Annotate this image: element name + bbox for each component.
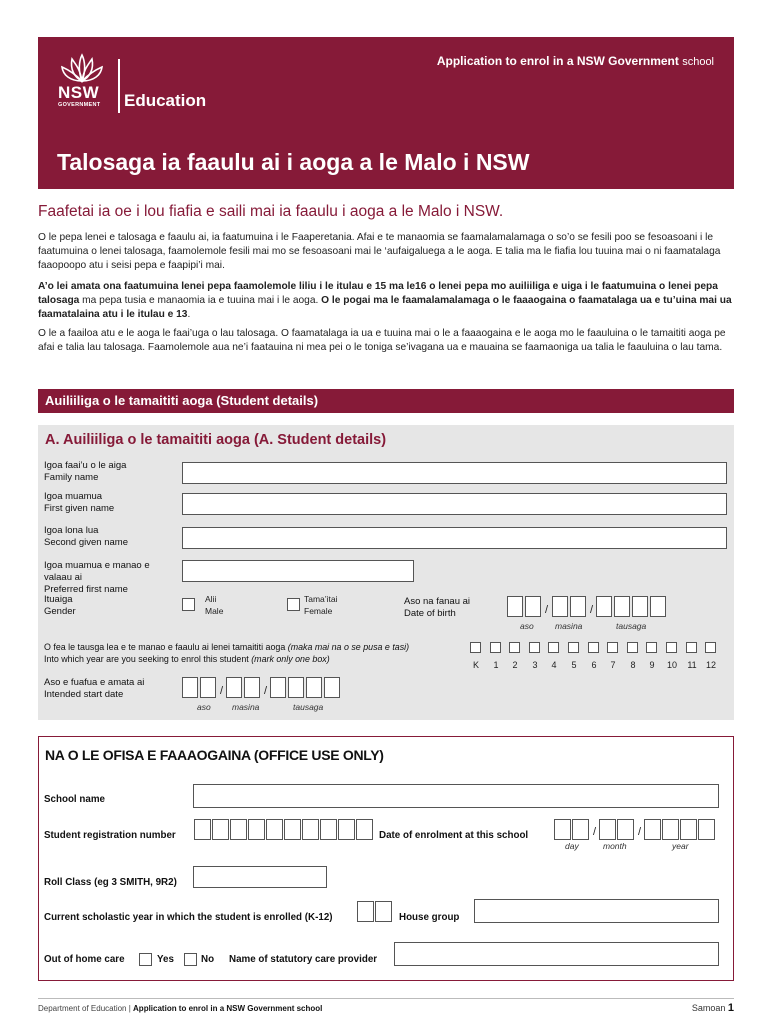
enrolment-date-label: Date of enrolment at this school	[379, 830, 529, 841]
srn-digit-8[interactable]	[320, 819, 337, 840]
enrol-year-label-2: 2	[512, 660, 518, 670]
out-of-home-care-label: Out of home care	[44, 954, 125, 965]
enrol-year-checkbox-11[interactable]	[686, 642, 697, 653]
logo-divider	[118, 59, 120, 113]
enrol-year-label-4: 4	[551, 660, 557, 670]
enrol-slash-2: /	[638, 826, 642, 838]
start-day-digit-2[interactable]	[200, 677, 216, 698]
srn-digit-5[interactable]	[266, 819, 283, 840]
enrol-year-label-7: 7	[610, 660, 616, 670]
enrol-year-checkbox-5[interactable]	[568, 642, 579, 653]
nsw-education-logo	[56, 53, 226, 113]
p2-normal-1: ma pepa tusia e manaomia ia e tuuina mai i le aoga.	[79, 295, 322, 306]
care-provider-input[interactable]	[394, 942, 719, 966]
gender-female-label: Tama’itai Female	[304, 594, 338, 616]
first-name-input[interactable]	[182, 493, 727, 515]
start-year-digit-1[interactable]	[270, 677, 286, 698]
house-group-label: House group	[399, 912, 460, 923]
section-a-title: A. Auiliiliga o le tamaititi aoga (A. Student details)	[45, 432, 387, 448]
enrol-year-label-1: 1	[493, 660, 499, 670]
enrol-slash-1: /	[593, 826, 597, 838]
enrol-year-checkbox-4[interactable]	[548, 642, 559, 653]
footer-divider	[38, 998, 734, 999]
enrol-year-digit-3[interactable]	[680, 819, 697, 840]
footer-document-info	[38, 1004, 322, 1013]
enrol-year-checkbox-3[interactable]	[529, 642, 540, 653]
start-month-caption: masina	[232, 702, 260, 712]
student-registration-number-label: Student registration number	[44, 830, 176, 841]
start-slash-2: /	[264, 685, 268, 697]
dob-label: Aso na fanau ai Date of birth	[404, 596, 471, 619]
logo-nsw-text: NSW	[58, 83, 100, 102]
enrol-year-caption: year	[672, 841, 689, 851]
srn-digit-3[interactable]	[230, 819, 247, 840]
srn-digit-4[interactable]	[248, 819, 265, 840]
second-name-label: Igoa lona lua Second given name	[44, 525, 128, 548]
waratah-icon	[60, 53, 104, 83]
document-type-title	[437, 54, 714, 68]
enrol-year-checkbox-2[interactable]	[509, 642, 520, 653]
scholastic-year-digit-2[interactable]	[375, 901, 392, 922]
enrol-year-checkbox-6[interactable]	[588, 642, 599, 653]
footer-separator: |	[126, 1004, 134, 1013]
roll-class-label: Roll Class (eg 3 SMITH, 9R2)	[44, 877, 177, 888]
dob-year-digit-2[interactable]	[614, 596, 630, 617]
start-year-digit-2[interactable]	[288, 677, 304, 698]
footer-page-number: 1	[727, 1002, 734, 1014]
school-name-label: School name	[44, 794, 105, 805]
start-day-digit-1[interactable]	[182, 677, 198, 698]
dob-month-digit-1[interactable]	[552, 596, 568, 617]
dob-day-digit-2[interactable]	[525, 596, 541, 617]
scholastic-year-label: Current scholastic year in which the student is enrolled (K-12)	[44, 912, 333, 923]
enrol-year-label-9: 9	[649, 660, 655, 670]
dob-month-caption: masina	[555, 621, 583, 631]
srn-digit-2[interactable]	[212, 819, 229, 840]
house-group-input[interactable]	[474, 899, 719, 923]
enrol-year-label-k: K	[472, 660, 479, 670]
start-year-digit-4[interactable]	[324, 677, 340, 698]
srn-digit-9[interactable]	[338, 819, 355, 840]
enrol-day-digit-2[interactable]	[572, 819, 589, 840]
p2-bold-2: O le pogai ma le faamalamalamaga o le faaaogaina o faamatalaga ua e tu’uina mai ua faamatalaina atu i le itulau e 13	[38, 295, 732, 320]
dob-day-caption: aso	[520, 621, 534, 631]
start-date-label: Aso e fuafua e amata ai Intended start date	[44, 677, 145, 700]
enrol-day-digit-1[interactable]	[554, 819, 571, 840]
dob-day-digit-1[interactable]	[507, 596, 523, 617]
document-type-bold: Application to enrol in a NSW Government	[436, 54, 679, 68]
preferred-name-label: Igoa muamua e manao e valaau ai Preferred first name	[44, 560, 150, 595]
footer-page-info	[692, 1002, 734, 1014]
intro-subtitle: Faafetai ia oe i lou fiafia e saili mai ia faaulu i aoga a le Malo i NSW.	[38, 203, 504, 220]
start-slash-1: /	[220, 685, 224, 697]
office-use-title: NA O LE OFISA E FAAAOGAINA (OFFICE USE ONLY)	[45, 747, 384, 763]
section-heading-student-details: Auiliiliga o le tamaititi aoga (Student details)	[38, 389, 734, 413]
enrol-year-label-6: 6	[591, 660, 597, 670]
start-year-caption: tausaga	[293, 702, 324, 712]
enrol-year-checkbox-8[interactable]	[627, 642, 638, 653]
intro-paragraph-3: O le a faailoa atu e le aoga le faai’uga o lau talosaga. O faamatalaga ia ua e tuuina mai o le a faaaogaina e le aoga mo le faauluina o le tamaititi aoga pe afai e talia lau talosaga. Faamolemole aua ne’i faatauina ni mea pei o le toniga se’ivagana ua e mauaina se faamaoniga ua talia le faauluina o lau tama.	[38, 328, 726, 353]
header-banner	[38, 37, 734, 189]
enrol-year-checkbox-1[interactable]	[490, 642, 501, 653]
school-name-input[interactable]	[193, 784, 719, 808]
enrol-month-digit-1[interactable]	[599, 819, 616, 840]
dob-slash-2: /	[590, 604, 594, 616]
srn-digit-6[interactable]	[284, 819, 301, 840]
dob-slash-1: /	[545, 604, 549, 616]
enrol-year-label-3: 3	[532, 660, 538, 670]
family-name-label: Igoa faai’u o le aiga Family name	[44, 460, 127, 483]
enrol-year-checkbox-k[interactable]	[470, 642, 481, 653]
dob-month-digit-2[interactable]	[570, 596, 586, 617]
start-month-digit-1[interactable]	[226, 677, 242, 698]
out-of-home-care-yes-checkbox[interactable]	[139, 953, 152, 966]
out-of-home-care-yes-label: Yes	[157, 954, 174, 965]
dob-year-digit-1[interactable]	[596, 596, 612, 617]
footer-department: Department of Education	[38, 1004, 127, 1013]
enrol-year-digit-2[interactable]	[662, 819, 679, 840]
footer-document-title: Application to enrol in a NSW Government school	[133, 1004, 323, 1013]
page-title: Talosaga ia faaulu ai i aoga a le Malo i NSW	[57, 149, 530, 175]
srn-digit-7[interactable]	[302, 819, 319, 840]
enrol-year-checkbox-7[interactable]	[607, 642, 618, 653]
second-name-input[interactable]	[182, 527, 727, 549]
enrol-year-question: O fea le tausga lea e te manao e faaulu ai lenei tamaititi aoga (maka mai na o se pusa e tasi) Into which year are you seeking to enrol this student (mark only one box)	[44, 642, 410, 664]
enrol-year-digit-4[interactable]	[698, 819, 715, 840]
start-year-digit-3[interactable]	[306, 677, 322, 698]
dob-year-digit-3[interactable]	[632, 596, 648, 617]
p2-bold-1: A’o lei amata ona faatumuina lenei pepa faamolemole liliu i le itulau e 15 ma le16 o lenei pepa mo auiliiliga e uiga i le faatumuina o lenei pepa talosaga	[38, 281, 718, 306]
preferred-name-input[interactable]	[182, 560, 414, 582]
enrol-month-digit-2[interactable]	[617, 819, 634, 840]
p2-normal-2: .	[187, 309, 191, 320]
enrol-year-label-8: 8	[630, 660, 636, 670]
srn-digit-10[interactable]	[356, 819, 373, 840]
enrol-year-label-10: 10	[666, 660, 677, 670]
enrol-year-label-12: 12	[705, 660, 716, 670]
document-type-end: school	[682, 56, 714, 68]
scholastic-year-digit-1[interactable]	[357, 901, 374, 922]
srn-digit-1[interactable]	[194, 819, 211, 840]
first-name-label: Igoa muamua First given name	[44, 491, 115, 514]
intro-paragraph-1: O le pepa lenei e talosaga e faaulu ai, ia faatumuina i le Faaperetania. Afai e te manaomia se faamalamalamaga o so’o se fesili poo se fesoasoani i le faatumuina o lenei talosaga, faamolemole fesili mai mo se fesoasoani mai le ‘aufaigaluega a le aoga. E talia ma le fiafia lou tuuina mai o ni faamatalaga faaopoopo atu i seisi pepa e faapipi’i mai.	[38, 232, 721, 271]
enrol-year-digit-1[interactable]	[644, 819, 661, 840]
family-name-input[interactable]	[182, 462, 727, 484]
out-of-home-care-no-checkbox[interactable]	[184, 953, 197, 966]
enrol-year-checkbox-9[interactable]	[646, 642, 657, 653]
logo-government-text: GOVERNMENT	[58, 102, 101, 108]
enrol-month-caption: month	[603, 841, 627, 851]
enrol-year-label-11: 11	[687, 660, 697, 670]
gender-female-checkbox[interactable]	[287, 598, 300, 611]
roll-class-input[interactable]	[193, 866, 327, 888]
enrol-day-caption: day	[565, 841, 579, 851]
gender-label: Ituaiga Gender	[44, 594, 76, 617]
enrol-year-checkbox-10[interactable]	[666, 642, 677, 653]
start-month-digit-2[interactable]	[244, 677, 260, 698]
enrol-year-checkbox-12[interactable]	[705, 642, 716, 653]
gender-male-label: Alii Male	[205, 594, 224, 616]
enrol-year-label-5: 5	[571, 660, 577, 670]
care-provider-label: Name of statutory care provider	[229, 954, 378, 965]
dob-year-digit-4[interactable]	[650, 596, 666, 617]
out-of-home-care-no-label: No	[201, 954, 215, 965]
dob-year-caption: tausaga	[616, 621, 647, 631]
footer-language: Samoan	[691, 1003, 726, 1013]
logo-education-text: Education	[124, 91, 207, 110]
gender-male-checkbox[interactable]	[182, 598, 195, 611]
start-day-caption: aso	[197, 702, 211, 712]
intro-paragraph-2	[38, 280, 734, 322]
